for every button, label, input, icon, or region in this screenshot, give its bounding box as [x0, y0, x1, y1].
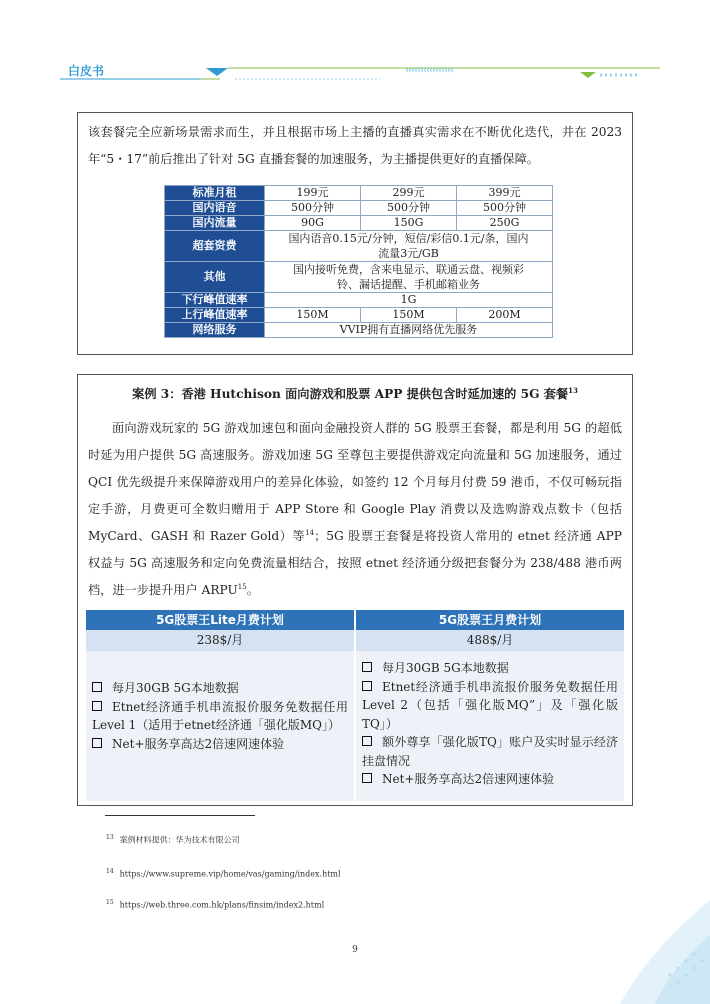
plan-cell-span: VVIP拥有直播网络优先服务: [265, 323, 553, 338]
case-text-b: ；5G 股票王套餐是将投资人常用的 etnet 经济通 APP 权益与 5G 高速服务和定向免费流量相结合，按照 etnet 经济通分级把套餐分为 238/488 港币两档，进一步提升用户 ARPU: [88, 529, 622, 597]
footnote-number: 14: [106, 868, 114, 875]
header-chevrons: ‹‹‹‹‹‹‹‹‹‹‹‹‹‹‹‹: [405, 65, 453, 76]
plan-cell: 200M: [456, 308, 552, 323]
corner-decoration: [560, 880, 710, 1004]
case-title: [78, 385, 632, 402]
plan-row: [165, 201, 553, 216]
plan-row-label: 其他: [165, 262, 265, 293]
plan-row-label: 上行峰值速率: [165, 308, 265, 323]
plan-row: [165, 323, 553, 338]
list-item: [362, 678, 618, 734]
checkbox-icon: [362, 662, 372, 672]
list-item: [362, 770, 618, 789]
plan-row-label: 超套资费: [165, 231, 265, 262]
plan-cell: 150M: [265, 308, 361, 323]
case-text-c: 。: [246, 583, 259, 597]
plan-row-label: 国内语音: [165, 201, 265, 216]
plan-cell: 250G: [456, 216, 552, 231]
page-number: 9: [352, 945, 358, 955]
list-item: [92, 698, 348, 735]
plan-row: [165, 186, 553, 201]
footnote: [106, 868, 341, 879]
list-item: [362, 733, 618, 770]
plan-cell-span: 国内接听免费，含来电显示、联通云盘、视频彩铃、漏话提醒、手机邮箱业务: [265, 262, 553, 293]
footnote-link[interactable]: https://www.supreme.vip/home/vas/gaming/index.html: [119, 869, 341, 879]
case-box: [77, 374, 633, 806]
checkbox-icon: [92, 701, 102, 711]
stock-plan-header-row: [86, 610, 624, 630]
footnote: [106, 899, 324, 910]
footnote-divider: [105, 815, 255, 816]
stock-plan-title: 5G股票王月费计划: [356, 610, 624, 630]
stock-plan-price: 488$/月: [356, 630, 624, 651]
list-item: [92, 679, 348, 698]
feature-text: 额外尊享「强化版TQ」账户及实时显示经济挂盘情况: [362, 735, 618, 768]
checkbox-icon: [92, 682, 102, 692]
feature-text: Etnet经济通手机串流报价服务免数据任用Level 2（包括「强化版MQ”」及「强化版TQ」）: [362, 679, 618, 731]
plan-cell: 150M: [360, 308, 456, 323]
plan-cell: 500分钟: [265, 201, 361, 216]
case-title-ref: 13: [568, 385, 578, 395]
plan-cell: 299元: [360, 186, 456, 201]
stock-plan-body-row: [86, 651, 624, 801]
header-decoration: [60, 64, 660, 84]
plan-table: [164, 185, 553, 338]
feature-text: 每月30GB 5G本地数据: [382, 661, 509, 675]
list-item: [362, 659, 618, 678]
plan-cell-span: 1G: [265, 293, 553, 308]
plan-row: [165, 216, 553, 231]
intro-paragraph: 该套餐完全应新场景需求而生，并且根据市场上主播的直播真实需求在不断优化迭代，并在 2023 年“5・17”前后推出了针对 5G 直播套餐的加速服务，为主播提供更好的直播保障。: [88, 125, 622, 166]
footnote-number: 15: [106, 899, 114, 906]
checkbox-icon: [362, 736, 372, 746]
checkbox-icon: [362, 681, 372, 691]
plan-row-label: 标准月租: [165, 186, 265, 201]
stock-plan-table: [86, 610, 624, 801]
plan-row: [165, 231, 553, 262]
plan-cell: 500分钟: [360, 201, 456, 216]
plan-row: [165, 262, 553, 293]
footnote: [106, 834, 240, 846]
plan-cell: 199元: [265, 186, 361, 201]
footnote-ref-15: 15: [237, 582, 247, 591]
list-item: [92, 735, 348, 754]
plan-cell-span: 国内语音0.15元/分钟，短信/彩信0.1元/条，国内流量3元/GB: [265, 231, 553, 262]
intro-box: [77, 112, 633, 355]
stock-plan-lite-title: 5G股票王Lite月费计划: [86, 610, 354, 630]
header-label: 白皮书: [68, 64, 105, 78]
plan-cell: 399元: [456, 186, 552, 201]
case-title-text: 案例 3：香港 Hutchison 面向游戏和股票 APP 提供包含时延加速的 5G 套餐: [132, 387, 569, 401]
feature-text: Net+服务享高达2倍速网速体验: [112, 736, 285, 751]
plan-row: [165, 293, 553, 308]
footnote-ref-14: 14: [305, 528, 315, 537]
stock-plan-lite-features: [86, 651, 354, 801]
plan-row-label: 下行峰值速率: [165, 293, 265, 308]
feature-text: Net+服务享高达2倍速网速体验: [382, 772, 555, 786]
checkbox-icon: [92, 738, 102, 748]
footnote-link[interactable]: https://web.three.com.hk/plans/finsim/index2.html: [119, 900, 325, 910]
footnote-number: 13: [106, 834, 114, 841]
case-paragraph: [88, 415, 622, 604]
plan-row-label: 网络服务: [165, 323, 265, 338]
case-text-a: 面向游戏玩家的 5G 游戏加速包和面向金融投资人群的 5G 股票王套餐，都是利用 5G 的超低时延为用户提供 5G 高速服务。游戏加速 5G 至尊包主要提供游戏定向流量和 5G 加速服务，通过 QCI 优先级提升来保障游戏用户的差异化体验，如签约 12 个月每月付费 59 港币，不仅可畅玩指定手游，月费更可全数归赠用于 APP Store 和 Google Play 消费以及选购游戏点数卡（包括 MyCard、GASH 和 Razer Gold）等: [88, 421, 622, 543]
plan-cell: 150G: [360, 216, 456, 231]
checkbox-icon: [362, 773, 372, 783]
stock-plan-features: [356, 651, 624, 801]
footnote-text: 案例材料提供：华为技术有限公司: [119, 835, 240, 845]
plan-row: [165, 308, 553, 323]
plan-cell: 90G: [265, 216, 361, 231]
stock-plan-lite-price: 238$/月: [86, 630, 354, 651]
stock-plan-price-row: [86, 630, 624, 651]
feature-text: Etnet经济通手机串流报价服务免数据任用Level 1（适用于etnet经济通「强化版MQ」）: [92, 699, 348, 732]
plan-row-label: 国内流量: [165, 216, 265, 231]
plan-cell: 500分钟: [456, 201, 552, 216]
feature-text: 每月30GB 5G本地数据: [112, 681, 239, 695]
